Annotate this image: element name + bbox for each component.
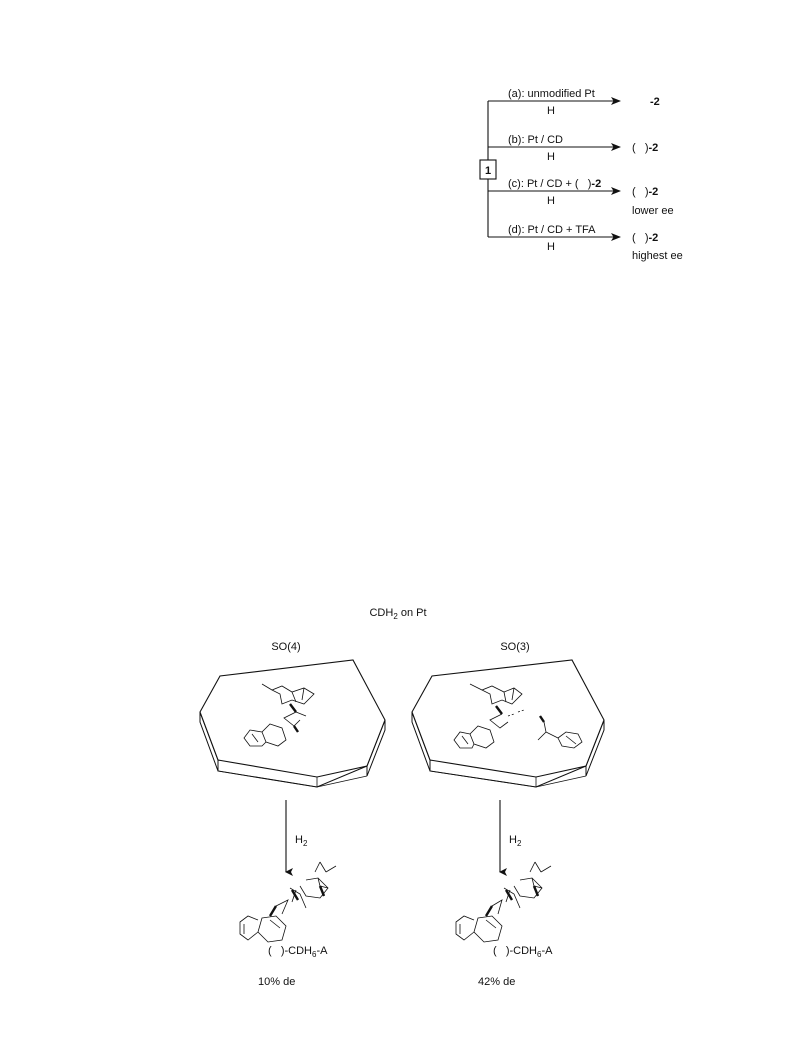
route-d-product: ( )-2 bbox=[632, 232, 659, 244]
route-a-hydrogen: H bbox=[547, 105, 555, 117]
panel-so4-reagent: $H_2$ bbox=[295, 834, 308, 848]
route-b-product: ( )-2 bbox=[632, 142, 659, 154]
pt-surface-right bbox=[412, 660, 604, 787]
route-b-hydrogen: H bbox=[547, 151, 555, 163]
route-c-hydrogen: H bbox=[547, 195, 555, 207]
route-d-hydrogen: H bbox=[547, 241, 555, 253]
panel-so3-product: ( )$-CDH_6-A$ bbox=[493, 945, 553, 959]
panel-so4-de: 10% de bbox=[258, 976, 296, 988]
panel-so3-label: SO(3) bbox=[500, 641, 530, 653]
product-structure-right bbox=[456, 862, 551, 942]
product-structure-left bbox=[240, 862, 336, 942]
route-d-note: highest ee bbox=[632, 250, 683, 262]
panel-so4-product: ( )$-CDH_6-A$ bbox=[268, 945, 328, 959]
route-d-condition: (d): Pt / CD + TFA bbox=[508, 224, 596, 236]
surface-title: $CDH_2$ on Pt bbox=[369, 607, 427, 621]
starting-material-label: 1 bbox=[484, 165, 492, 177]
route-c-note: lower ee bbox=[632, 205, 674, 217]
panel-so4 bbox=[200, 641, 385, 988]
route-a-condition: (a): unmodified Pt bbox=[508, 88, 595, 100]
route-b-condition: (b): Pt / CD bbox=[508, 134, 564, 146]
route-a-product: -2 bbox=[650, 96, 660, 108]
panel-so3-de: 42% de bbox=[478, 976, 516, 988]
pt-surface-left bbox=[200, 660, 385, 787]
panel-so4-label: SO(4) bbox=[271, 641, 301, 653]
reaction-scheme bbox=[480, 88, 683, 262]
panel-so3 bbox=[412, 641, 604, 988]
route-c-condition: (c): Pt / CD + ( )-2 bbox=[508, 178, 602, 190]
route-c-product: ( )-2 bbox=[632, 186, 659, 198]
panel-so3-reagent: $H_2$ bbox=[509, 834, 522, 848]
